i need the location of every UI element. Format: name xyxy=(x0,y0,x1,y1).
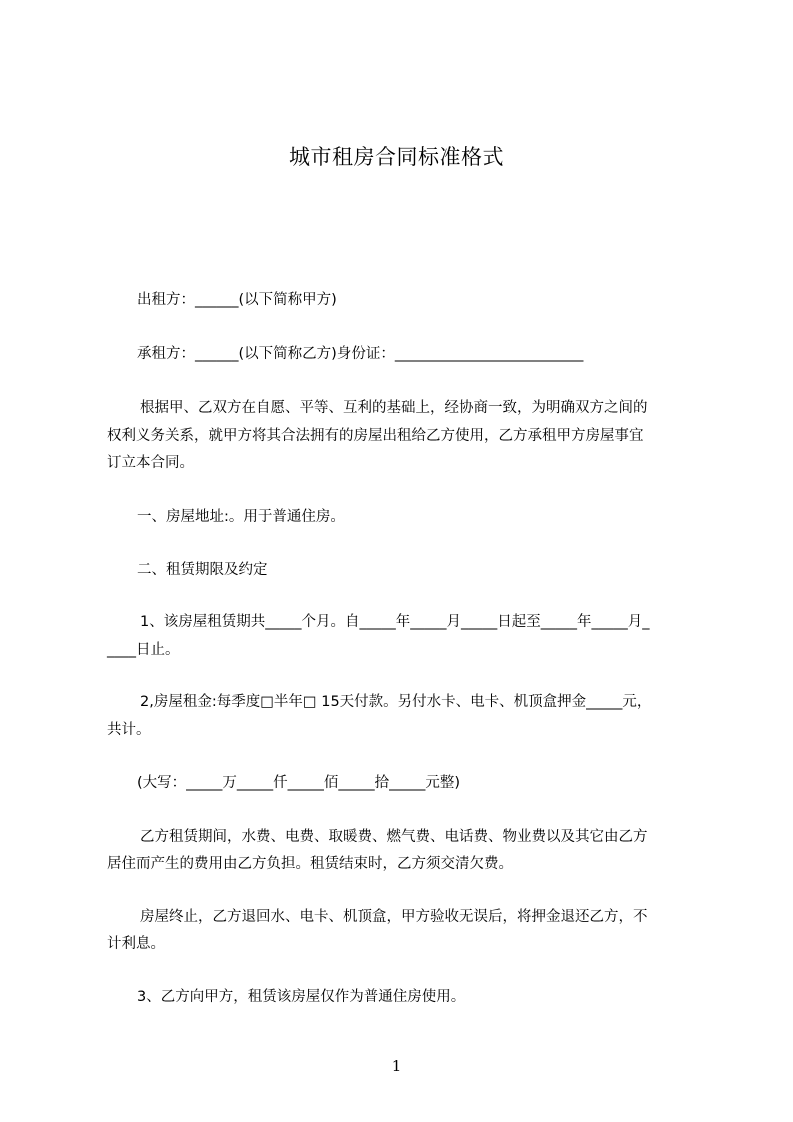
termination-line-1: 房屋终止，乙方退回水、电卡、机顶盒，甲方验收无误后，将押金退还乙方，不 xyxy=(140,909,648,925)
page-number: 1 xyxy=(391,1057,402,1075)
rent-line-2: 共计。 xyxy=(107,722,151,738)
rent-line-1: 2,房屋租金:每季度□半年□ 15天付款。另付水卡、电卡、机顶盒押金_____元， xyxy=(140,694,652,710)
termination-line-2: 计利息。 xyxy=(107,936,165,952)
expense-line-1: 乙方租赁期间，水费、电费、取暖费、燃气费、电话费、物业费以及其它由乙方 xyxy=(140,829,648,845)
lessee-line: 承租方：______(以下简称乙方)身份证：__________________________ xyxy=(137,346,584,362)
term-line-2: ____日止。 xyxy=(107,642,180,658)
intro-line-3: 订立本合同。 xyxy=(107,455,194,471)
section-two-heading: 二、租赁期限及约定 xyxy=(137,562,268,578)
intro-line-2: 权利义务关系，就甲方将其合法拥有的房屋出租给乙方使用，乙方承租甲方房屋事宜 xyxy=(107,428,644,444)
lessor-line: 出租方：______(以下简称甲方) xyxy=(137,292,337,308)
capital-amount-line: (大写：_____万_____仟_____佰_____拾_____元整) xyxy=(137,775,461,791)
intro-line-1: 根据甲、乙双方在自愿、平等、互利的基础上，经协商一致，为明确双方之间的 xyxy=(140,400,648,416)
term-line-1: 1、该房屋租赁期共_____个月。自_____年_____月_____日起至_____年_____月_ xyxy=(140,614,650,630)
usage-line: 3、乙方向甲方，租赁该房屋仅作为普通住房使用。 xyxy=(137,989,466,1005)
section-one-line: 一、房屋地址:。用于普通住房。 xyxy=(137,509,345,525)
document-title: 城市租房合同标准格式 xyxy=(289,145,504,169)
expense-line-2: 居住而产生的费用由乙方负担。租赁结束时，乙方须交清欠费。 xyxy=(107,856,513,872)
